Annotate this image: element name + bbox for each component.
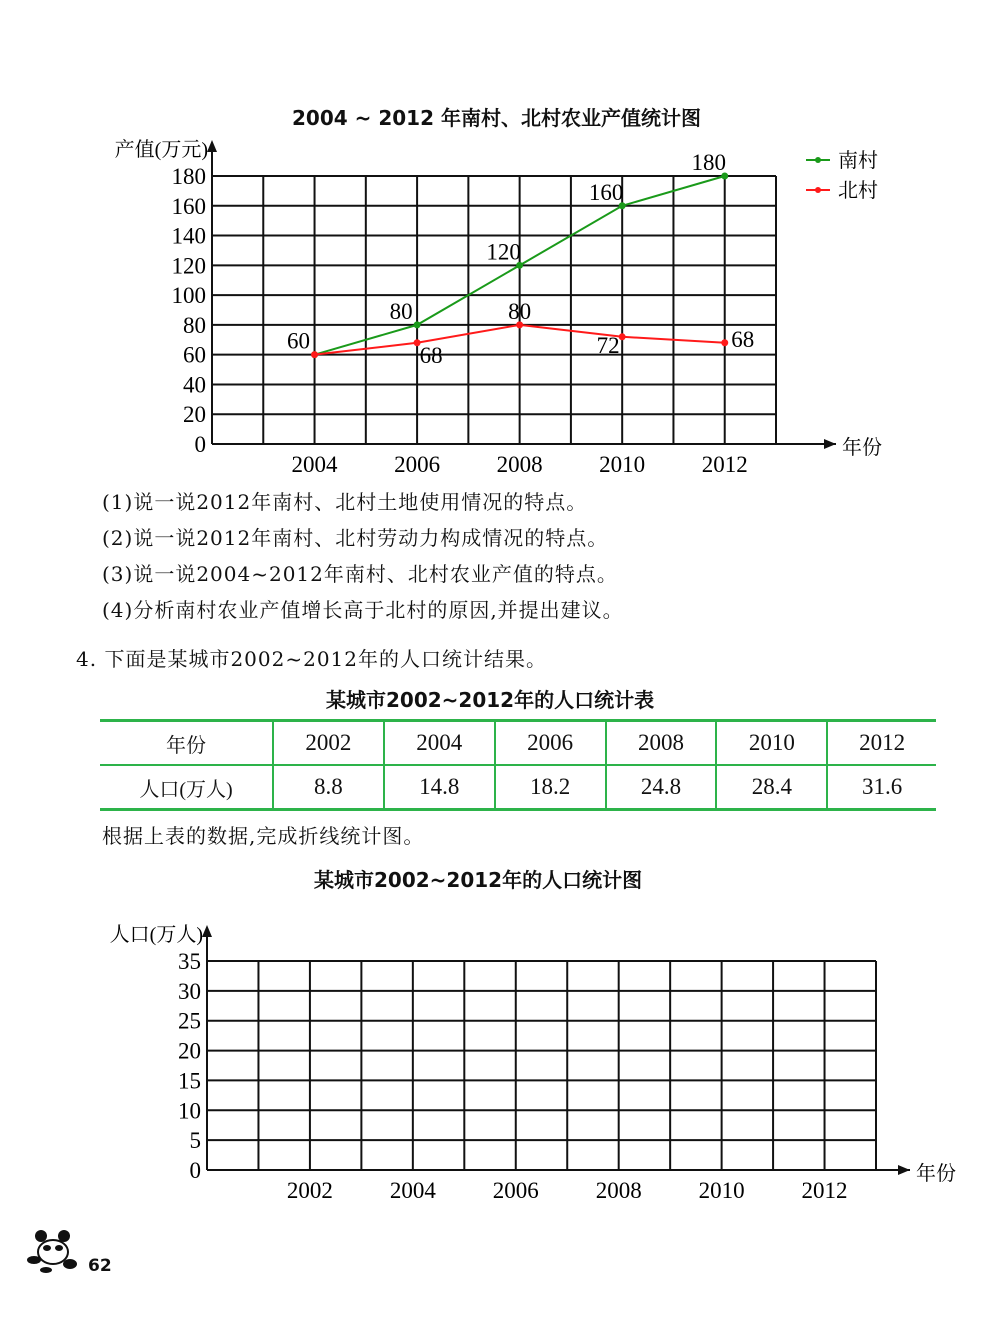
table-cell: 2012 (827, 721, 936, 766)
x-axis-label: 年份 (842, 437, 882, 459)
x-tick-label: 2012 (701, 452, 748, 477)
y-tick-label: 10 (178, 1098, 201, 1124)
y-tick-label: 0 (189, 1158, 201, 1183)
table-cell: 31.6 (827, 765, 936, 810)
question-4: (4)分析南村农业产值增长高于北村的原因,并提出建议。 (102, 598, 624, 622)
y-tick-label: 160 (171, 193, 206, 219)
table-title: 某城市2002~2012年的人口统计表 (326, 688, 655, 712)
x-axis-label: 年份 (916, 1163, 956, 1185)
table-cell: 年份 (100, 721, 273, 766)
legend-marker-icon (815, 157, 821, 163)
x-tick-label: 2006 (394, 452, 441, 477)
chart1-svg (0, 0, 1000, 490)
y-tick-label: 25 (178, 1008, 201, 1034)
legend-marker-icon (815, 187, 821, 193)
data-point (311, 351, 318, 358)
data-point (414, 321, 421, 328)
table-cell: 2008 (606, 721, 717, 766)
y-tick-label: 60 (183, 342, 206, 368)
panda-logo-icon (26, 1224, 80, 1276)
x-axis-arrow-icon (824, 439, 836, 449)
table-cell: 2006 (495, 721, 606, 766)
y-tick-label: 15 (178, 1068, 201, 1094)
question-1: (1)说一说2012年南村、北村土地使用情况的特点。 (102, 490, 588, 514)
data-point (619, 333, 626, 340)
data-label: 80 (389, 298, 413, 324)
x-tick-label: 2012 (801, 1178, 848, 1203)
table-cell: 2002 (273, 721, 384, 766)
table-header-row (100, 721, 936, 766)
x-tick-label: 2006 (492, 1178, 539, 1203)
y-tick-label: 20 (178, 1038, 201, 1064)
y-tick-label: 120 (171, 253, 206, 279)
page-number: 62 (88, 1256, 112, 1276)
question-3: (3)说一说2004~2012年南村、北村农业产值的特点。 (102, 562, 618, 586)
x-tick-label: 2008 (496, 452, 543, 477)
y-tick-label: 5 (189, 1128, 201, 1154)
x-tick-label: 2010 (698, 1178, 745, 1203)
x-tick-label: 2002 (286, 1178, 333, 1203)
y-axis-label: 产值(万元) (114, 139, 208, 161)
data-label: 68 (731, 326, 755, 352)
data-label: 72 (596, 332, 620, 358)
table-cell: 8.8 (273, 765, 384, 810)
x-tick-label: 2008 (595, 1178, 642, 1203)
legend-label: 南村 (838, 150, 878, 172)
population-table (100, 719, 936, 811)
table-cell: 24.8 (606, 765, 717, 810)
table-cell: 2010 (716, 721, 827, 766)
y-tick-label: 20 (183, 402, 206, 428)
y-tick-label: 80 (183, 312, 206, 338)
x-tick-label: 2010 (599, 452, 646, 477)
data-label: 160 (588, 179, 624, 205)
chart2-title: 某城市2002~2012年的人口统计图 (314, 868, 643, 892)
question-2: (2)说一说2012年南村、北村劳动力构成情况的特点。 (102, 526, 609, 550)
y-axis-arrow-icon (202, 925, 212, 937)
table-cell: 28.4 (716, 765, 827, 810)
table-cell: 2004 (384, 721, 495, 766)
data-point (721, 339, 728, 346)
y-axis-arrow-icon (207, 140, 217, 152)
y-tick-label: 40 (183, 372, 206, 398)
problem-4-text: 4. 下面是某城市2002~2012年的人口统计结果。 (76, 647, 547, 671)
questions (102, 486, 624, 630)
x-tick-label: 2004 (291, 452, 338, 477)
data-label: 68 (419, 342, 443, 368)
legend-label: 北村 (838, 180, 878, 202)
x-tick-label: 2004 (389, 1178, 436, 1203)
table-cell: 14.8 (384, 765, 495, 810)
chart1-title: 2004 ~ 2012 年南村、北村农业产值统计图 (292, 106, 701, 130)
table-cell: 18.2 (495, 765, 606, 810)
y-tick-label: 100 (171, 283, 206, 309)
y-tick-label: 140 (171, 223, 206, 249)
x-axis-arrow-icon (898, 1165, 910, 1175)
data-label: 80 (508, 298, 532, 324)
y-tick-label: 30 (178, 978, 201, 1004)
data-label: 120 (486, 239, 521, 265)
chart2-svg (0, 900, 1000, 1210)
table-row (100, 765, 936, 810)
y-tick-label: 35 (178, 949, 201, 974)
y-tick-label: 0 (194, 432, 206, 457)
data-label: 60 (287, 328, 311, 354)
data-label: 180 (691, 150, 726, 175)
instruction-text: 根据上表的数据,完成折线统计图。 (102, 824, 425, 848)
y-axis-label: 人口(万人) (109, 924, 203, 946)
table-cell: 人口(万人) (139, 778, 233, 801)
y-tick-label: 180 (171, 164, 206, 189)
